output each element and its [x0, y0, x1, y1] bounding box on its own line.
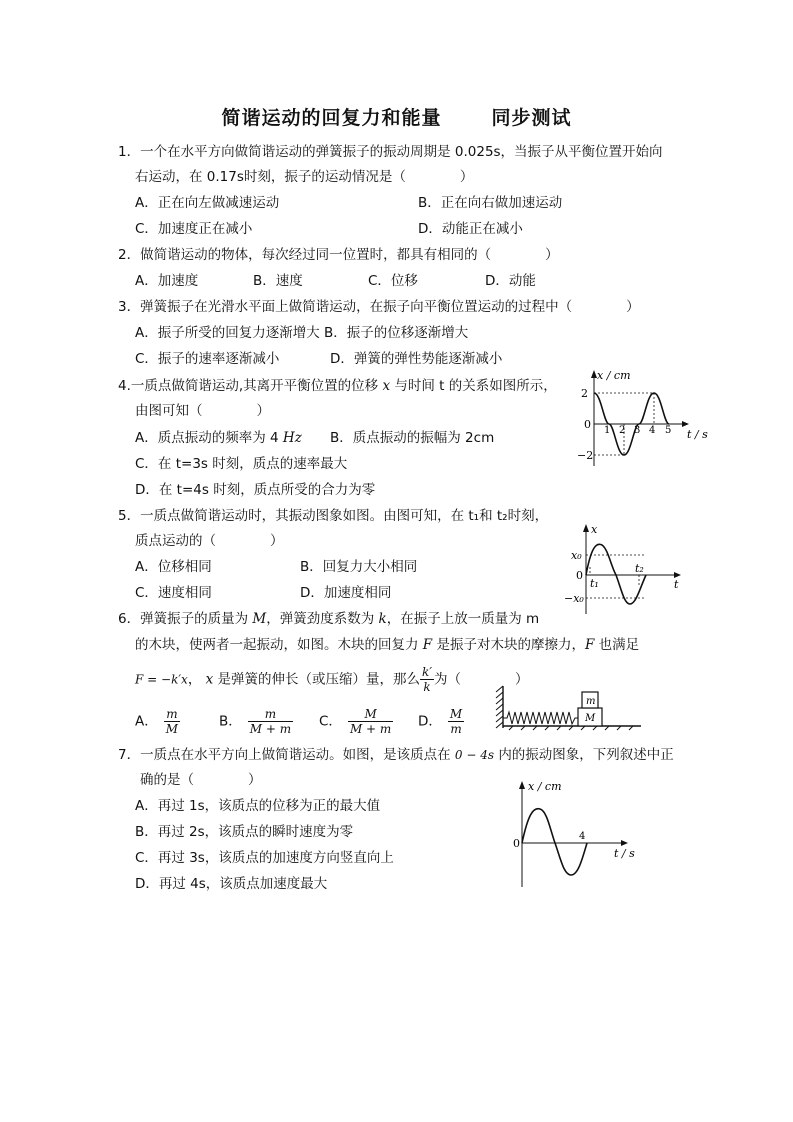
q4-option-a	[135, 428, 302, 448]
q6-option-a-den: M	[165, 722, 179, 736]
q6-option-b-label: B．	[219, 713, 242, 730]
q6-option-a	[135, 707, 180, 736]
q7-tick-4: 4	[579, 831, 586, 842]
q5-t1-label: t₁	[590, 577, 599, 590]
q6-block-m-label: m	[586, 696, 596, 707]
q7-option-d: D．再过 4s，该质点加速度最大	[135, 876, 328, 892]
q7-curve	[522, 809, 587, 875]
q5-option-b: B．回复力大小相同	[300, 559, 418, 575]
q3-option-c: C．振子的速率逐渐减小	[135, 351, 280, 367]
q1-option-d: D．动能正在减小	[418, 221, 523, 237]
q6-option-a-frac	[164, 707, 180, 736]
q5-option-d: D．加速度相同	[300, 585, 392, 601]
q3-option-d: D．弹簧的弹性势能逐渐减小	[330, 351, 503, 367]
q6-option-a-num: m	[164, 707, 180, 722]
q3-option-ab: A．振子所受的回复力逐渐增大 B．振子的位移逐渐增大	[135, 325, 469, 341]
q6-formula: F = −k′x	[135, 672, 188, 687]
q2-option-b: B．速度	[253, 273, 303, 289]
q7-line2: 确的是（ ）	[140, 772, 262, 788]
q7-option-b: B．再过 2s，该质点的瞬时速度为零	[135, 824, 354, 840]
q4-t-axis-arrow	[682, 421, 689, 427]
q6-option-b-den: M + m	[249, 722, 292, 736]
q6-line3-b: 是弹簧的伸长（或压缩）量，那么	[217, 671, 421, 688]
q6-spring	[503, 712, 578, 724]
q5-ylabel: x	[591, 523, 598, 536]
title-main: 简谐运动的回复力和能量	[221, 107, 442, 129]
title-sub: 同步测试	[491, 107, 572, 129]
q5-option-c: C．速度相同	[135, 585, 212, 601]
q5-line1: 5．一质点做简谐运动时，其振动图象如图。由图可知，在 t₁和 t₂时刻，	[118, 508, 549, 524]
q6-option-b-frac	[248, 707, 293, 736]
q4-line1	[118, 376, 557, 396]
q6-line3-c: 为（ ）	[434, 671, 529, 688]
q6-option-d-frac	[448, 707, 464, 736]
q1-option-b: B．正在向右做加速运动	[418, 195, 563, 211]
q5-t2-label: t₂	[635, 562, 644, 575]
q4-tick-1: 1	[604, 425, 611, 436]
q7-ylabel: x / cm	[528, 780, 562, 793]
q4-y-bottom: −2	[577, 449, 594, 462]
q2-option-d: D．动能	[485, 273, 536, 289]
q6-line2	[135, 635, 639, 655]
q5-xlabel: t	[674, 578, 679, 591]
q4-xlabel: t / s	[687, 428, 708, 441]
q6-option-c	[319, 707, 393, 736]
q7-t-axis-arrow	[621, 840, 628, 846]
q6-line1-b: ，弹簧劲度系数为	[266, 611, 375, 627]
q6-option-b	[219, 707, 293, 736]
q6-line2-b: 是振子对木块的摩擦力，	[436, 637, 585, 653]
q6-block-M-label: M	[585, 713, 596, 724]
q4-origin: 0	[584, 418, 591, 431]
q4-graph	[572, 366, 722, 472]
q4-option-a-text: A．质点振动的频率为 4	[135, 430, 279, 446]
q4-tick-2: 2	[619, 425, 626, 436]
q5-graph	[560, 518, 690, 618]
q1-line2: 右运动，在 0.17s时刻，振子的运动情况是（ ）	[135, 169, 474, 185]
q4-y-top: 2	[581, 387, 588, 400]
q4-var-x: x	[382, 378, 391, 394]
q4-option-c: C．在 t=3s 时刻，质点的速率最大	[135, 456, 348, 472]
q6-option-a-label: A．	[135, 713, 158, 730]
q6-var-k: k	[378, 611, 387, 627]
q5-y-bottom: −x₀	[564, 592, 584, 605]
q6-line3-a: ，	[187, 671, 202, 688]
q4-line2: 由图可知（ ）	[135, 403, 270, 419]
q7-line1	[118, 745, 674, 765]
q6-var-M: M	[252, 611, 267, 627]
q7-option-c: C．再过 3s，该质点的加速度方向竖直向上	[135, 850, 394, 866]
q7-option-a: A．再过 1s，该质点的位移为正的最大值	[135, 798, 381, 814]
q6-line1	[118, 609, 539, 629]
q4-ylabel: x / cm	[597, 369, 631, 382]
q7-line1-b: 内的振动图象，下列叙述中正	[498, 747, 674, 763]
q6-option-c-frac	[348, 707, 393, 736]
q6-option-c-den: M + m	[349, 722, 392, 736]
q6-option-d-label: D．	[418, 713, 442, 730]
q7-graph	[506, 775, 651, 890]
q6-var-F-2: F	[584, 637, 595, 653]
q7-line1-a: 7．一质点在水平方向上做简谐运动。如图，是该质点在	[118, 747, 451, 763]
q5-option-a: A．位移相同	[135, 559, 212, 575]
q4-tick-3: 3	[634, 425, 641, 436]
q7-x-axis-arrow	[519, 781, 525, 789]
q6-line3	[135, 665, 529, 694]
q5-y-top: x₀	[571, 549, 582, 562]
q4-line1-b: 与时间 t 的关系如图所示，	[394, 378, 557, 394]
q1-line1: 1．一个在水平方向做简谐运动的弹簧振子的振动周期是 0.025s，当振子从平衡位置开始向	[118, 144, 663, 160]
q6-wall-hatch	[496, 686, 503, 728]
q6-option-d-num: M	[449, 707, 463, 721]
q6-ratio-num: k′	[422, 665, 433, 679]
q5-x-axis-arrow	[583, 524, 589, 532]
q6-ratio-fraction	[420, 665, 434, 694]
q4-option-a-unit: Hz	[282, 430, 302, 446]
q6-option-b-num: m	[248, 707, 293, 722]
q6-option-c-num: M	[348, 707, 393, 722]
q7-origin: 0	[513, 837, 520, 850]
q6-var-x: x	[205, 671, 214, 688]
q7-xlabel: t / s	[614, 847, 635, 860]
q7-range: 0 − 4s	[454, 748, 495, 762]
q2-option-c: C．位移	[368, 273, 418, 289]
q6-option-c-label: C．	[319, 713, 342, 730]
q6-line1-c: ，在振子上放一质量为 m	[386, 611, 540, 627]
q6-line2-c: 也满足	[598, 637, 640, 653]
q6-option-d	[418, 707, 464, 736]
q6-spring-figure	[495, 684, 645, 732]
q4-tick-5: 5	[665, 425, 672, 436]
q6-ratio-den: k	[423, 680, 431, 694]
q1-option-c: C．加速度正在减小	[135, 221, 253, 237]
q6-line2-a: 的木块，使两者一起振动，如图。木块的回复力	[135, 637, 419, 653]
q5-line2: 质点运动的（ ）	[135, 533, 284, 549]
q4-option-d: D．在 t=4s 时刻，质点所受的合力为零	[135, 482, 376, 498]
q1-option-a: A．正在向左做减速运动	[135, 195, 280, 211]
page-title	[0, 103, 793, 130]
q3-line1: 3．弹簧振子在光滑水平面上做简谐运动，在振子向平衡位置运动的过程中（ ）	[118, 299, 640, 315]
q6-option-d-den: m	[450, 722, 462, 736]
q4-line1-a: 4.一质点做简谐运动,其离开平衡位置的位移	[118, 378, 379, 394]
q4-option-b: B．质点振动的振幅为 2cm	[330, 430, 495, 446]
q6-line1-a: 6．弹簧振子的质量为	[118, 611, 249, 627]
q2-line1: 2．做简谐运动的物体，每次经过同一位置时，都具有相同的（ ）	[118, 247, 559, 263]
q4-tick-4: 4	[649, 425, 656, 436]
q2-option-a: A．加速度	[135, 273, 199, 289]
q6-var-F: F	[422, 637, 433, 653]
q5-origin: 0	[576, 569, 583, 582]
